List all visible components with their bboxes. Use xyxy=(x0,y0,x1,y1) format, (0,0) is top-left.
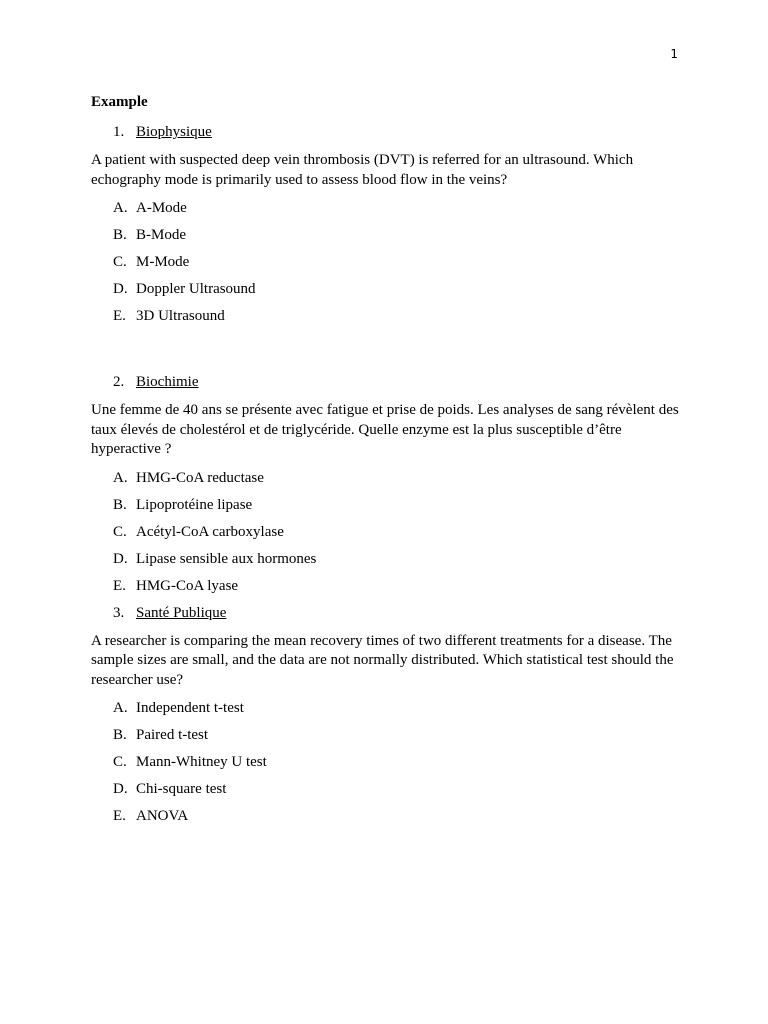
option-letter: D. xyxy=(113,281,128,297)
option-text: ANOVA xyxy=(136,808,189,824)
option-letter: A. xyxy=(113,469,128,486)
answer-option xyxy=(113,753,679,771)
section-title xyxy=(113,373,679,391)
option-text: M-Mode xyxy=(136,254,190,270)
section-number: 1. xyxy=(113,124,125,140)
answer-option xyxy=(113,307,679,325)
option-text: HMG-CoA lyase xyxy=(136,577,239,594)
section-number: 2. xyxy=(113,374,125,390)
document-heading: Example xyxy=(91,94,148,110)
option-letter: D. xyxy=(113,781,128,797)
option-text: Lipoprotéine lipase xyxy=(136,496,253,513)
document-content xyxy=(91,92,679,834)
answer-option xyxy=(113,280,679,298)
section-title xyxy=(113,604,679,622)
option-letter: E. xyxy=(113,808,126,824)
answer-option xyxy=(113,253,679,271)
option-text: Lipase sensible aux hormones xyxy=(136,550,317,567)
answer-option xyxy=(113,699,679,717)
answer-option xyxy=(113,726,679,744)
option-letter: E. xyxy=(113,308,126,324)
option-text: Independent t-test xyxy=(136,700,244,716)
section-name: Biophysique xyxy=(136,124,212,140)
answer-option xyxy=(113,469,679,487)
question-text: Une femme de 40 ans se présente avec fatigue et prise de poids. Les analyses de sang révèlent des taux élevés de cholestérol et de triglycéride. Quelle enzyme est la plus susceptible d’être hyperactive ? xyxy=(91,402,679,457)
option-letter: B. xyxy=(113,727,127,743)
question-text: A researcher is comparing the mean recovery times of two different treatments for a disease. The sample sizes are small, and the data are not normally distributed. Which statistical test should the researcher use? xyxy=(91,632,674,688)
question-text: A patient with suspected deep vein thrombosis (DVT) is referred for an ultrasound. Which echography mode is primarily used to assess blood flow in the veins? xyxy=(91,152,634,188)
section-name: Santé Publique xyxy=(136,604,227,621)
option-letter: A. xyxy=(113,200,128,216)
answer-option xyxy=(113,523,679,541)
answer-option xyxy=(113,780,679,798)
section-name: Biochimie xyxy=(136,374,199,390)
option-text: Chi-square test xyxy=(136,781,227,797)
option-letter: C. xyxy=(113,523,127,540)
option-text: Doppler Ultrasound xyxy=(136,281,256,297)
option-text: Acétyl-CoA carboxylase xyxy=(136,523,284,540)
option-letter: D. xyxy=(113,550,128,567)
option-text: HMG-CoA reductase xyxy=(136,469,264,486)
option-letter: A. xyxy=(113,700,128,716)
option-text: B-Mode xyxy=(136,227,186,243)
section-title xyxy=(113,123,679,141)
option-letter: B. xyxy=(113,227,127,243)
option-text: A-Mode xyxy=(136,200,187,216)
section-number: 3. xyxy=(113,604,125,621)
answer-option xyxy=(113,226,679,244)
option-text: Mann-Whitney U test xyxy=(136,754,267,770)
answer-option xyxy=(113,807,679,825)
option-letter: E. xyxy=(113,577,126,594)
option-text: Paired t-test xyxy=(136,727,209,743)
answer-option xyxy=(113,577,679,595)
option-letter: C. xyxy=(113,754,127,770)
option-letter: B. xyxy=(113,496,127,513)
answer-option xyxy=(113,199,679,217)
page-number: 1 xyxy=(670,47,678,61)
answer-option xyxy=(113,496,679,514)
option-letter: C. xyxy=(113,254,127,270)
answer-option xyxy=(113,550,679,568)
option-text: 3D Ultrasound xyxy=(136,308,225,324)
